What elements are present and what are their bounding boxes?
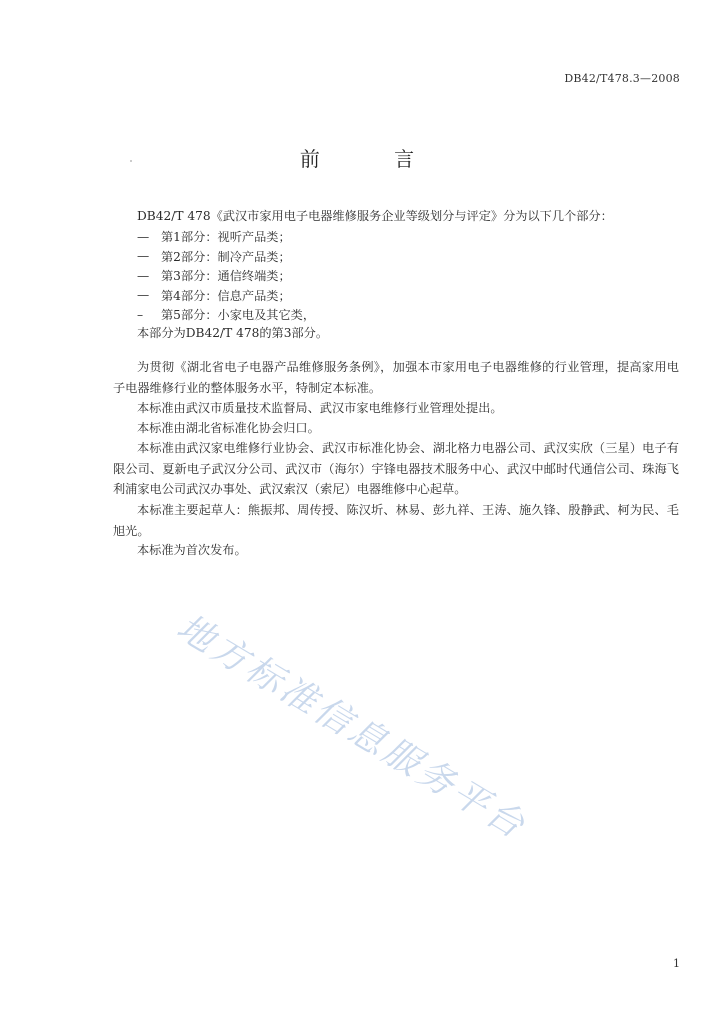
page-number: 1 — [673, 957, 680, 970]
paragraph-proposer: 本标准由武汉市质量技术监督局、武汉市家电维修行业管理处提出。 — [137, 401, 503, 415]
list-item-text: 第2部分：制冷产品类； — [161, 249, 291, 264]
paragraph-purpose: 为贯彻《湖北省电子电器产品维修服务条例》，加强本市家用电子电器维修的行业管理，提高家用电子电器维修行业的整体服务水平，特制定本标准。 — [113, 360, 679, 395]
list-item — [137, 247, 315, 267]
paragraph-drafters: 本标准主要起草人：熊振邦、周传授、陈汉圻、林易、彭九祥、王涛、施久锋、殷静武、柯为民、毛旭光。 — [113, 503, 679, 538]
list-item — [137, 305, 315, 325]
list-dash: — — [137, 288, 150, 303]
this-part-statement: 本部分为DB42/T 478的第3部分。 — [137, 326, 329, 340]
list-item-text: 第4部分：信息产品类； — [161, 288, 291, 303]
list-dash: — — [137, 229, 150, 244]
document-code: DB42/T478.3—2008 — [564, 72, 680, 85]
paragraph-drafting-units: 本标准由武汉家电维修行业协会、武汉市标准化协会、湖北格力电器公司、武汉实欣（三星）电子有限公司、夏新电子武汉分公司、武汉市（海尔）宇锋电器技术服务中心、武汉中邮时代通信公司、珠海飞利浦家电公司武汉办事处、武汉索汉（索尼）电器维修中心起草。 — [113, 441, 679, 496]
list-dash: — — [137, 268, 150, 283]
list-item-text: 第3部分：通信终端类； — [161, 269, 291, 284]
list-item-text: 第5部分：小家电及其它类， — [161, 308, 316, 323]
list-dash: — — [137, 249, 150, 264]
list-item — [137, 227, 315, 247]
paragraph-administrator: 本标准由湖北省标准化协会归口。 — [137, 421, 320, 435]
list-item — [137, 266, 315, 286]
paragraph-first-release: 本标准为首次发布。 — [137, 543, 247, 557]
watermark-text: 地方标准信息服务平台 — [169, 606, 534, 849]
parts-list — [137, 227, 315, 325]
intro-line: DB42/T 478《武汉市家用电子电器维修服务企业等级划分与评定》分为以下几个部分： — [137, 209, 613, 223]
list-dash: – — [137, 307, 144, 322]
list-item-text: 第1部分：视听产品类； — [161, 230, 291, 245]
list-item — [137, 286, 315, 306]
page-title: 前 言 — [299, 147, 449, 171]
